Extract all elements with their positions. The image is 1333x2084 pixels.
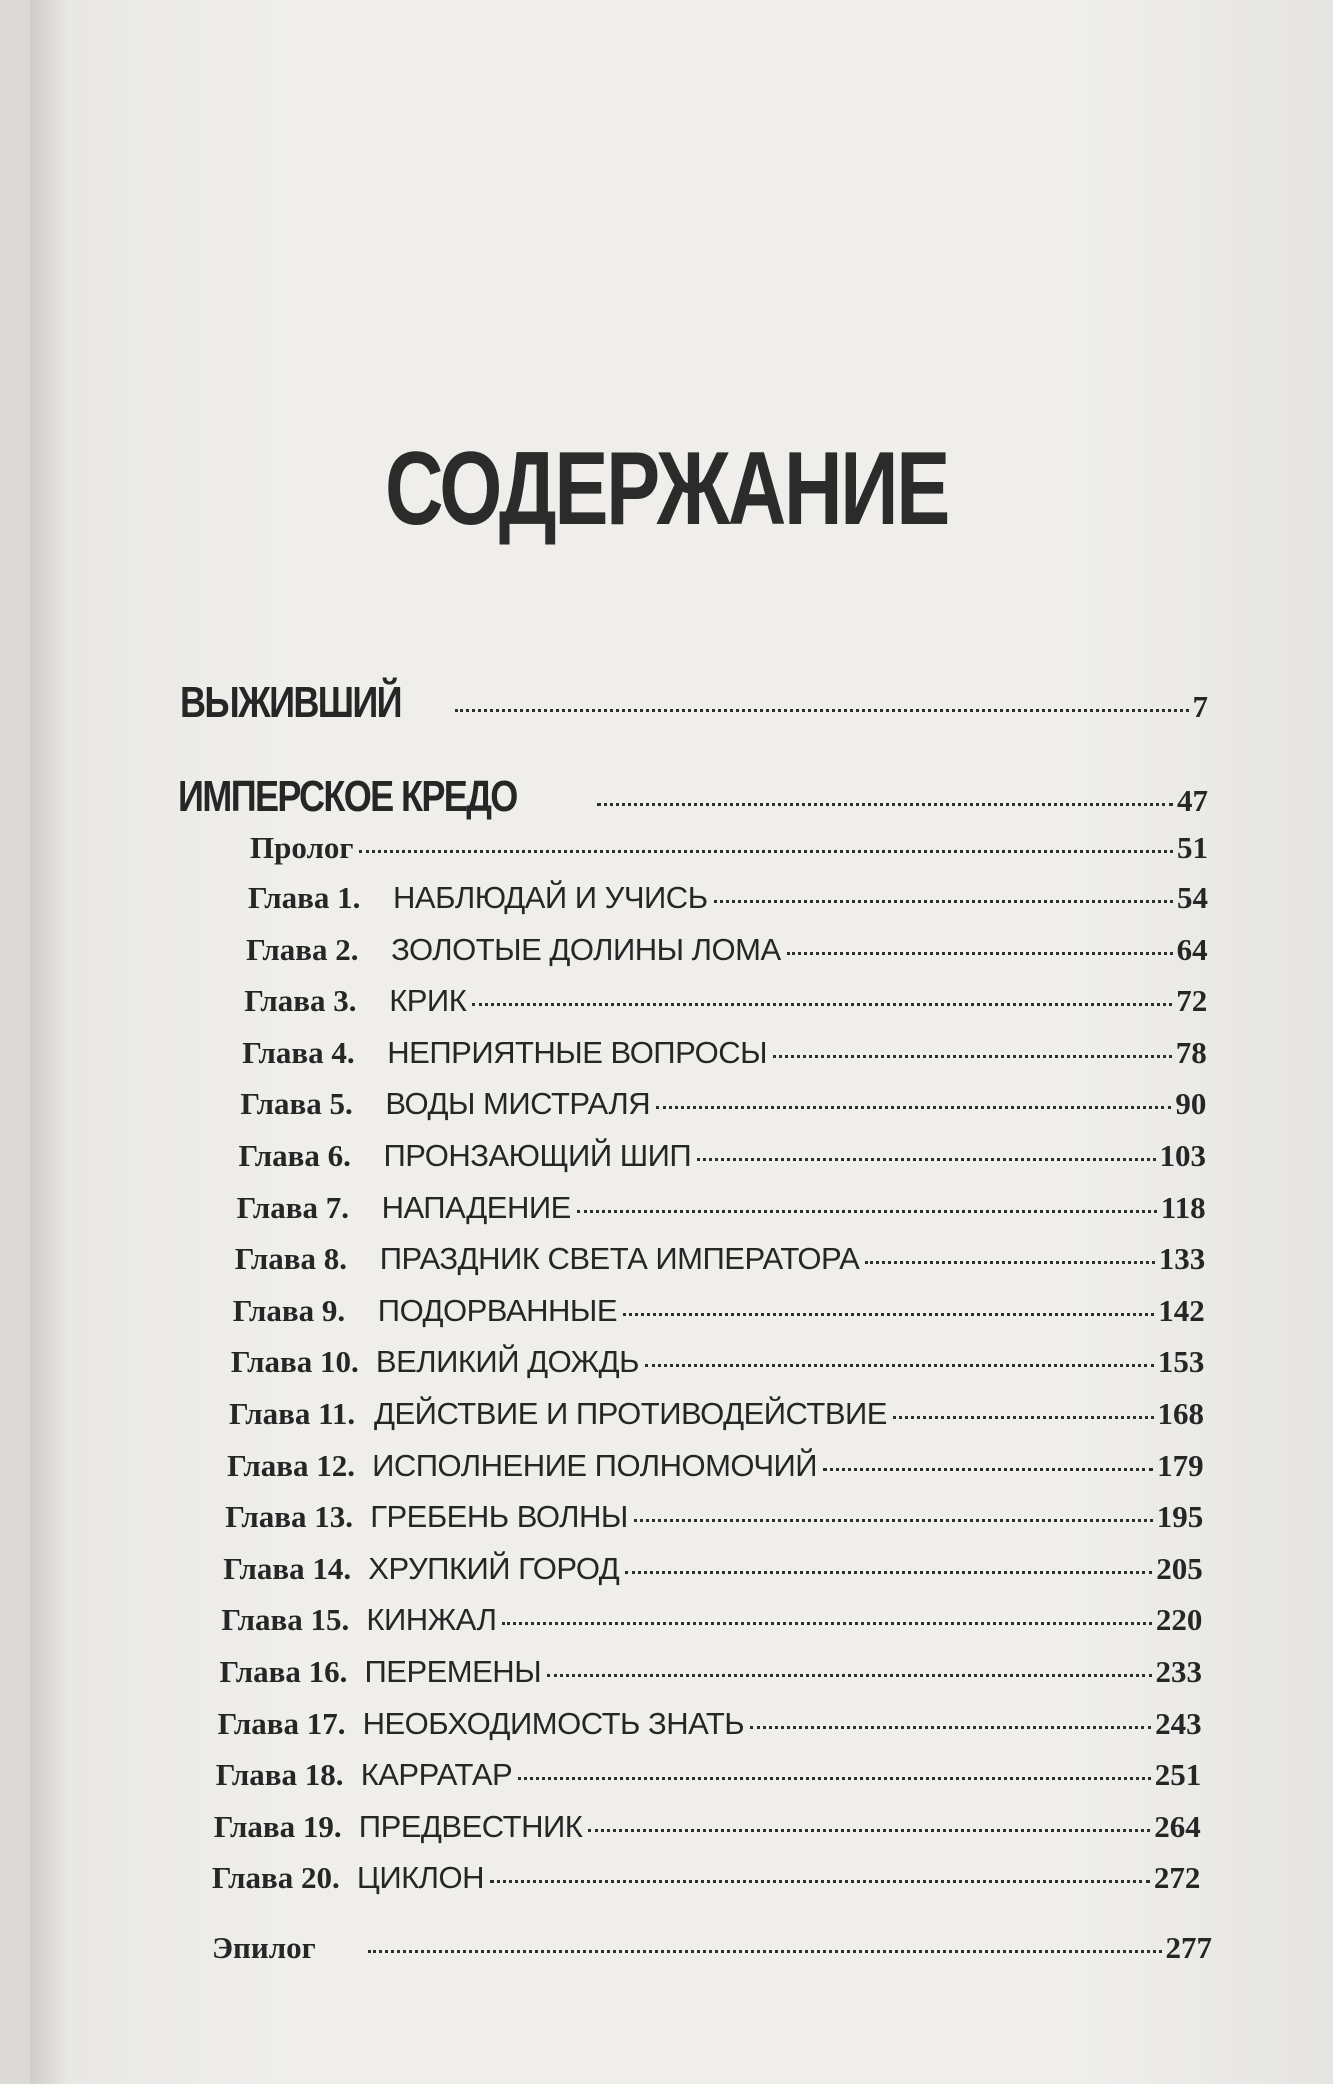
page-number: 133 <box>1158 1241 1206 1277</box>
chapter-title: ВЕЛИКИЙ ДОЖДЬ <box>375 1344 639 1380</box>
chapter-title: НАПАДЕНИЕ <box>381 1189 571 1225</box>
chapter-entry <box>244 983 1207 1019</box>
dot-leader <box>597 803 1173 806</box>
dot-leader <box>577 1210 1157 1213</box>
chapter-entry <box>248 880 1208 916</box>
chapter-entry <box>239 1138 1207 1174</box>
dot-leader <box>490 1880 1150 1883</box>
page-number: 153 <box>1157 1344 1205 1380</box>
chapter-entry <box>242 1035 1207 1071</box>
page-number: 264 <box>1154 1808 1201 1844</box>
chapter-number: Глава 3. <box>244 983 357 1019</box>
page-number: 54 <box>1177 880 1208 915</box>
chapter-title: ПОДОРВАННЫЕ <box>377 1292 618 1328</box>
dot-leader <box>773 1055 1172 1058</box>
dot-leader <box>714 900 1173 903</box>
dot-leader <box>656 1106 1171 1109</box>
chapter-title: ЗОЛОТЫЕ ДОЛИНЫ ЛОМА <box>391 931 781 967</box>
chapter-entry <box>231 1344 1205 1380</box>
chapter-title: КРИК <box>389 983 467 1019</box>
chapter-entry <box>223 1551 1203 1587</box>
dot-leader <box>625 1571 1152 1574</box>
chapter-number: Глава 17. <box>217 1705 346 1741</box>
chapter-number: Глава 20. <box>211 1860 340 1896</box>
dot-leader <box>368 1950 1162 1953</box>
chapter-number: Глава 4. <box>242 1034 355 1070</box>
page-number: 272 <box>1153 1860 1201 1896</box>
page-number: 179 <box>1157 1447 1204 1483</box>
dot-leader <box>697 1158 1155 1161</box>
prologue-label: Пролог <box>250 830 354 865</box>
page-number: 233 <box>1155 1654 1202 1689</box>
chapter-title: НЕОБХОДИМОСТЬ ЗНАТЬ <box>362 1705 745 1741</box>
chapter-number: Глава 15. <box>221 1602 350 1638</box>
chapter-entry <box>229 1396 1204 1432</box>
page-number: 7 <box>1192 689 1208 724</box>
chapter-title: ХРУПКИЙ ГОРОД <box>368 1550 620 1586</box>
page-number: 251 <box>1154 1757 1202 1793</box>
chapter-entry <box>227 1448 1204 1484</box>
page-number: 205 <box>1156 1550 1203 1586</box>
chapter-number: Глава 8. <box>234 1241 348 1277</box>
epilogue-entry <box>212 1930 1212 1966</box>
chapter-number: Глава 16. <box>219 1654 348 1689</box>
page-number: 220 <box>1155 1602 1203 1638</box>
chapter-number: Глава 5. <box>240 1086 353 1122</box>
chapter-number: Глава 6. <box>238 1138 351 1173</box>
page-number: 64 <box>1176 931 1208 967</box>
chapter-number: Глава 7. <box>236 1189 349 1225</box>
dot-leader <box>645 1364 1154 1367</box>
chapter-entry <box>220 1654 1203 1690</box>
part-title: ИМПЕРСКОЕ КРЕДО <box>178 772 517 821</box>
chapter-entry <box>214 1809 1201 1845</box>
chapter-entry <box>216 1757 1202 1793</box>
chapter-entry <box>235 1241 1206 1277</box>
dot-leader <box>823 1468 1153 1471</box>
chapter-number: Глава 1. <box>248 880 361 915</box>
dot-leader <box>893 1416 1154 1419</box>
chapter-entry <box>246 932 1208 968</box>
page-number: 118 <box>1160 1189 1206 1225</box>
dot-leader <box>455 709 1188 712</box>
chapter-number: Глава 19. <box>213 1808 342 1844</box>
chapter-title: НАБЛЮДАЙ И УЧИСЬ <box>393 880 708 915</box>
chapter-title: КИНЖАЛ <box>366 1602 497 1638</box>
chapter-title: ПЕРЕМЕНЫ <box>364 1654 542 1689</box>
page-number: 168 <box>1157 1396 1204 1431</box>
chapter-title: ВОДЫ МИСТРАЛЯ <box>385 1086 651 1122</box>
chapter-title: ПРЕДВЕСТНИК <box>358 1808 583 1844</box>
page-number: 51 <box>1177 830 1208 865</box>
chapter-entry <box>221 1602 1202 1638</box>
chapter-title: НЕПРИЯТНЫЕ ВОПРОСЫ <box>387 1034 768 1070</box>
part-title: ВЫЖИВШИЙ <box>180 678 401 727</box>
chapter-number: Глава 13. <box>225 1499 354 1535</box>
page-number: 47 <box>1177 783 1208 818</box>
dot-leader <box>547 1674 1151 1677</box>
chapter-title: КАРРАТАР <box>360 1757 513 1793</box>
dot-leader <box>359 850 1173 853</box>
chapter-title: ПРОНЗАЮЩИЙ ШИП <box>383 1138 692 1173</box>
chapter-entry <box>225 1499 1203 1535</box>
chapter-title: ДЕЙСТВИЕ И ПРОТИВОДЕЙСТВИЕ <box>374 1396 887 1431</box>
chapter-number: Глава 14. <box>223 1550 352 1586</box>
dot-leader <box>623 1313 1154 1316</box>
page-number: 142 <box>1158 1292 1205 1328</box>
chapter-number: Глава 18. <box>215 1757 344 1793</box>
page-number: 90 <box>1175 1086 1207 1122</box>
prologue-entry <box>250 830 1208 866</box>
dot-leader <box>787 952 1173 955</box>
page-title: СОДЕРЖАНИЕ <box>384 431 949 547</box>
dot-leader <box>502 1622 1151 1625</box>
page-number: 72 <box>1176 983 1208 1019</box>
chapter-title: ЦИКЛОН <box>356 1860 485 1896</box>
chapter-entry <box>237 1190 1206 1226</box>
page-number: 277 <box>1165 1930 1212 1965</box>
chapter-number: Глава 2. <box>246 931 359 967</box>
page-number: 243 <box>1155 1705 1202 1741</box>
page-number: 195 <box>1156 1499 1204 1535</box>
dot-leader <box>865 1261 1154 1264</box>
chapter-number: Глава 10. <box>230 1344 359 1380</box>
chapter-entry <box>212 1860 1201 1896</box>
dot-leader <box>518 1777 1150 1780</box>
chapter-number: Глава 9. <box>232 1292 346 1328</box>
chapter-number: Глава 11. <box>229 1396 356 1431</box>
dot-leader <box>634 1519 1153 1522</box>
chapter-entry <box>240 1086 1206 1122</box>
page-number: 103 <box>1159 1138 1206 1173</box>
page-number: 78 <box>1175 1034 1207 1070</box>
part-entry <box>180 678 1208 728</box>
chapter-title: ГРЕБЕНЬ ВОЛНЫ <box>370 1499 628 1535</box>
dot-leader <box>750 1726 1151 1729</box>
chapter-title: ИСПОЛНЕНИЕ ПОЛНОМОЧИЙ <box>372 1447 818 1483</box>
part-entry <box>178 772 1208 822</box>
dot-leader <box>588 1829 1150 1832</box>
epilogue-label: Эпилог <box>212 1930 316 1965</box>
dot-leader <box>472 1003 1172 1006</box>
chapter-entry <box>233 1293 1205 1329</box>
chapter-entry <box>218 1706 1202 1742</box>
chapter-title: ПРАЗДНИК СВЕТА ИМПЕРАТОРА <box>379 1241 860 1277</box>
chapter-number: Глава 12. <box>227 1447 355 1483</box>
